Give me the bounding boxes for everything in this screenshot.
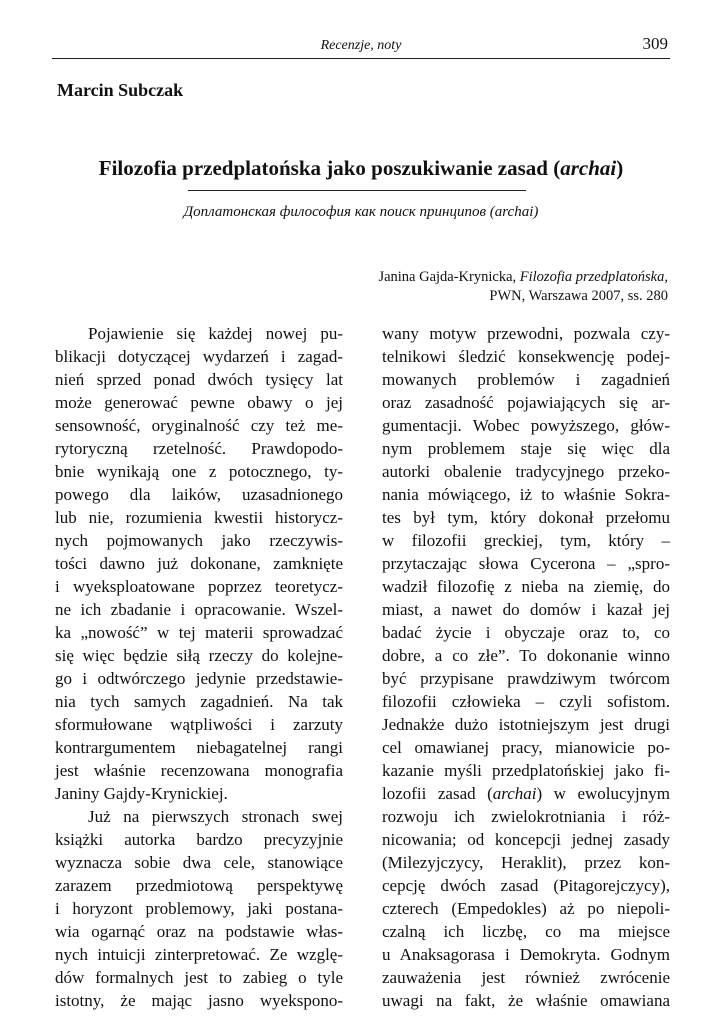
text-line: i wyeksploatowane poprzez teoretycz- (55, 577, 343, 596)
text-line: kazanie myśli przedplatońskiej jako fi- (382, 761, 670, 780)
text-line: nicowania; od koncepcji jednej zasady (382, 830, 670, 849)
text-line: Pojawienie się każdej nowej pu- (88, 324, 343, 343)
text-line: i horyzont problemowy, jaki postana- (55, 899, 343, 918)
text-line: dobre, a co złe”. To dokonanie winno (382, 646, 670, 665)
text-line: sensowność, oryginalność czy też me- (55, 416, 343, 435)
text-line: telnikowi śledzić konsekwencję podej- (382, 347, 670, 366)
text-line: się więc będzie siłą rzeczy do kolejne- (55, 646, 343, 665)
text-line: filozofii człowieka – czyli sofistom. (382, 692, 670, 711)
title-italic-term: archai (560, 156, 617, 180)
text-line: u Anaksagorasa i Demokryta. Godnym (382, 945, 670, 964)
text-line: być przypisane prawdziwym twórcom (382, 669, 670, 688)
text-line: sformułowane wątpliwości i zarzuty (55, 715, 343, 734)
text-line: autorki obalenie tradycyjnego przeko- (382, 462, 670, 481)
text-line: oraz zasadność pojawiających się ar- (382, 393, 670, 412)
text-line: powego dla laików, uzasadnionego (55, 485, 343, 504)
article-title (40, 156, 682, 181)
text-line: go i odtwórczego jedynie przedstawie- (55, 669, 343, 688)
text-line: książki autorka bardzo precyzyjnie (55, 830, 343, 849)
text-line: blikacji dotyczącej wydarzeń i zagad- (55, 347, 343, 366)
text-line: kontrargumentem niebagatelnej rangi (55, 738, 343, 757)
reviewed-work-publication: PWN, Warszawa 2007, ss. 280 (489, 288, 668, 304)
text-line: jest właśnie recenzowana monografia (55, 761, 343, 780)
text-line: dów formalnych jest to zabieg o tyle (55, 968, 343, 987)
text-line: lozofii zasad (archai) w ewolucyjnym (382, 784, 670, 803)
text-line: zarazem przedmiotową perspektywę (55, 876, 343, 895)
right-text-column (382, 322, 670, 1012)
reviewed-work-title: Filozofia przedplatońska, (519, 269, 668, 285)
title-close: ) (616, 156, 624, 180)
text-line: ne ich zbadanie i opracowanie. Wszel- (55, 600, 343, 619)
reviewed-work-citation (378, 268, 668, 306)
left-text-column (55, 322, 343, 1012)
title-underline-rule (188, 190, 526, 191)
page-number: 309 (642, 34, 668, 53)
reviewed-work-author: Janina Gajda-Krynicka, (378, 269, 520, 285)
article-author: Marcin Subczak (57, 80, 184, 100)
text-line: nień sprzed ponad dwóch tysięcy lat (55, 370, 343, 389)
text-line: tości dawno już dokonane, zamknięte (55, 554, 343, 573)
text-line: czterech (Empedokles) aż po niepoli- (382, 899, 670, 918)
text-line: rozwoju ich zwielokrotniania i róż- (382, 807, 670, 826)
text-line: badać życie i obyczaje oraz to, co (382, 623, 670, 642)
text-line: mowanych problemów i zagadnień (382, 370, 670, 389)
text-line: nania mówiącego, iż to właśnie Sokra- (382, 485, 670, 504)
text-line: przytaczając słowa Cycerona – „spro- (382, 554, 670, 573)
text-line: tes był tym, który dokonał przełomu (382, 508, 670, 527)
running-title: Recenzje, noty (320, 38, 402, 53)
text-line: uwagi na fakt, że właśnie omawiana (382, 991, 670, 1010)
article-subtitle-russian: Доплатонская философия как поиск принципов (archai) (183, 204, 539, 220)
reviewed-work-line-1 (378, 268, 668, 287)
text-line: cel omawianej pracy, mianowicie po- (382, 738, 670, 757)
text-line: nych intuicji zinterpretować. Ze wzglę- (55, 945, 343, 964)
text-line: Jednakże dużo istotniejszym jest drugi (382, 715, 670, 734)
running-header (52, 34, 670, 59)
text-line: rytoryczną rzetelność. Prawdopodo- (55, 439, 343, 458)
text-line: wadził filozofię z nieba na ziemię, do (382, 577, 670, 596)
text-line: wany motyw przewodni, pozwala czy- (382, 324, 670, 343)
text-line: wia ogarnąć oraz na podstawie włas- (55, 922, 343, 941)
text-line: nym problemem staje się więc dla (382, 439, 670, 458)
text-line: nia tych samych zagadnień. Na tak (55, 692, 343, 711)
text-line: może generować pewne obawy o jej (55, 393, 343, 412)
text-line: miast, a nawet do domów i kazał jej (382, 600, 670, 619)
text-line: czalną ich liczbę, co ma miejsce (382, 922, 670, 941)
text-line: Już na pierwszych stronach swej (88, 807, 343, 826)
text-line: lub nie, rozumienia kwestii historycz- (55, 508, 343, 527)
title-main: Filozofia przedplatońska jako poszukiwanie zasad ( (98, 156, 561, 180)
text-line: bnie wynikają one z potocznego, ty- (55, 462, 343, 481)
text-line: Janiny Gajdy-Krynickiej. (55, 784, 228, 803)
text-line: gumentacji. Wobec powyższego, głów- (382, 416, 670, 435)
text-line: nych pojmowanych jako rzeczywis- (55, 531, 343, 550)
text-line: cepcję dwóch zasad (Pitagorejczycy), (382, 876, 670, 895)
text-line: (Milezyjczycy, Heraklit), przez kon- (382, 853, 670, 872)
text-line: wyznacza sobie dwa cele, stanowiące (55, 853, 343, 872)
text-line: ka „nowość” w tej materii sprowadzać (55, 623, 343, 642)
text-line: zauważenia jest również zwrócenie (382, 968, 670, 987)
text-line: w filozofii greckiej, tym, który – (382, 531, 670, 550)
text-line: istotny, że mając jasno wyekspono- (55, 991, 343, 1010)
